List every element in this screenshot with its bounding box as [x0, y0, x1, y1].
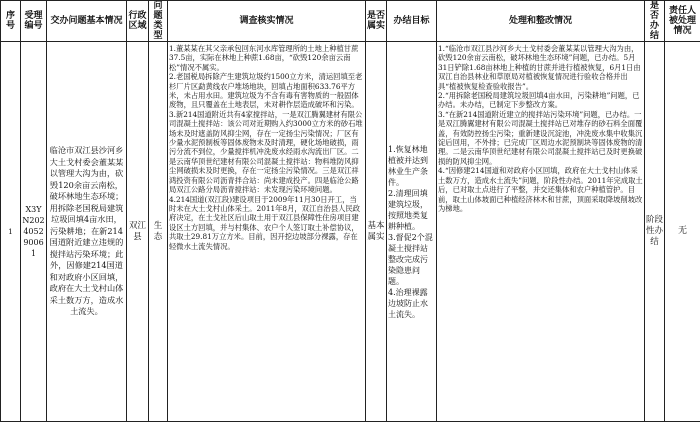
- cell-investigation: 1.董某某在其父亲承包回东河水库管理所的土地上种植甘蔗37.5亩，实际在林地上种蔗1.68亩，“砍毁120余亩云南松”情况不属实。 2.老国税局拆除产生建筑垃圾约1500立方米，清运回填至老杉厂片区勐黄线农户堆场地块，回填占地面积633.76平方米，未占用水田。建筑垃圾为不含有毒有害物质的一般固体废物，且只覆盖在土地表层，未对耕作层造成破坏和污染。 3.新214国道附近共有4家搅拌站，一是双江腾翼建材有限公司混凝土搅拌站：该公司对近期购入约3000立方米的砂石堆场未及时遮盖防风抑尘网，存在一定扬尘污染情况；厂区有少量水泥预制板等固体废物未及时清理，硬化场地破损，雨污分流不到位，少量搅拌机冲洗废水经雨水沟流出厂区。二是云南华顶世纪建材有限公司混凝土搅拌站：物料堆防风抑尘网破损未及时更换，存在一定扬尘污染情况。三是双江祥鸿投资有限公司沥青拌合站：尚未建成投产。四是临沧公路局双江公路分局沥青搅拌站：未发现污染环境问题。 4.214国道(双江段)建设项目于2009年11月30日开工，当时未在大土戈村山体采土。2011年8月，双江自治县人民政府决定，在土戈社区后山取土用于双江县保障性住房项目建设区土方回填，并与村集体、农户个人签订取土补偿协议，共取土29.81万立方米。目前，因开挖边坡部分裸露，存在轻微水土流失情况。: [168, 42, 366, 422]
- header-type: 问题类型: [149, 1, 168, 42]
- header-handling: 处理和整改情况: [437, 1, 645, 42]
- header-issue: 交办问题基本情况: [47, 1, 127, 42]
- header-code: 受理编号: [21, 1, 47, 42]
- cell-is-true: 基本属实: [366, 42, 387, 422]
- table-header-row: [1, 1, 700, 42]
- header-district: 行政区域: [127, 1, 149, 42]
- cell-handling: 1.“临沧市双江县沙河乡大土戈村委会董某某以管理大沟为由，砍毁120余亩云南松，破坏林地生态环境”问题，已办结。5月31日铲除1.68亩林地上种植的甘蔗并进行植被恢复，6月1日由双江自治县林业和草原局对植被恢复情况进行验收合格并出具“植被恢复检查验收报告”。 2.“用拆除老国税局建筑垃圾回填4亩水田，污染耕地”问题，已办结。未办结，已制定下步整改方案。 3.“在新214国道附近建立的搅拌站污染环境”问题，已办结。一是双江腾翼建材有限公司混凝土搅拌站已对堆存的砂石料全面覆盖，有效防控扬尘污染；重新建设沉淀池，冲洗废水集中收集沉淀后回用，不外排；已完成厂区周边水泥预制块等固体废物的清理。二是云南华顶世纪建材有限公司混凝土搅拌站已及时更换破损的防风抑尘网。 4.“因修建214国道和对政府小区回填，政府在大土戈村山体采土数万方，造成水土流失”问题，阶段性办结。2011年完成取土后，已对取土点进行了平整，并交还集体和农户种植管护。目前，取土山体坡面已种植经济林木和甘蔗，顶面采取降坡削坡改为梯地。: [437, 42, 645, 422]
- header-is-done: 是否办结: [645, 1, 665, 42]
- cell-type: 生态: [149, 42, 168, 422]
- cell-seq: 1: [1, 42, 21, 422]
- header-accountability: 责任人被处理情况: [665, 1, 700, 42]
- header-seq: 序号: [1, 1, 21, 42]
- cell-accountability: 无: [665, 42, 700, 422]
- cell-is-done: 阶段性办结: [645, 42, 665, 422]
- header-investigation: 调查核实情况: [168, 1, 366, 42]
- cell-goal: 1.恢复林地植被并达到林业生产条件。 2.清理回填建筑垃圾，按照地类复耕种植。 3.督促2个混凝土搅拌站整改完成污染隐患问题。 4.治理裸露边坡防止水土流失。: [387, 42, 437, 422]
- cell-district: 双江县: [127, 42, 149, 422]
- header-goal: 办结目标: [387, 1, 437, 42]
- table-row: [1, 42, 700, 422]
- cell-issue: 临沧市双江县沙河乡大土戈村委会董某某以管理大沟为由，砍毁120余亩云南松，破坏林地生态环境；用拆除老国税局建筑垃圾回填4亩水田，污染耕地；在新214国道附近建立违规的搅拌站污染环境；此外，因修建214国道和对政府小区回填，政府在大土戈村山体采土数万方，造成水土流失。: [47, 42, 127, 422]
- cell-code: X3YN202405290061: [21, 42, 47, 422]
- header-is-true: 是否属实: [366, 1, 387, 42]
